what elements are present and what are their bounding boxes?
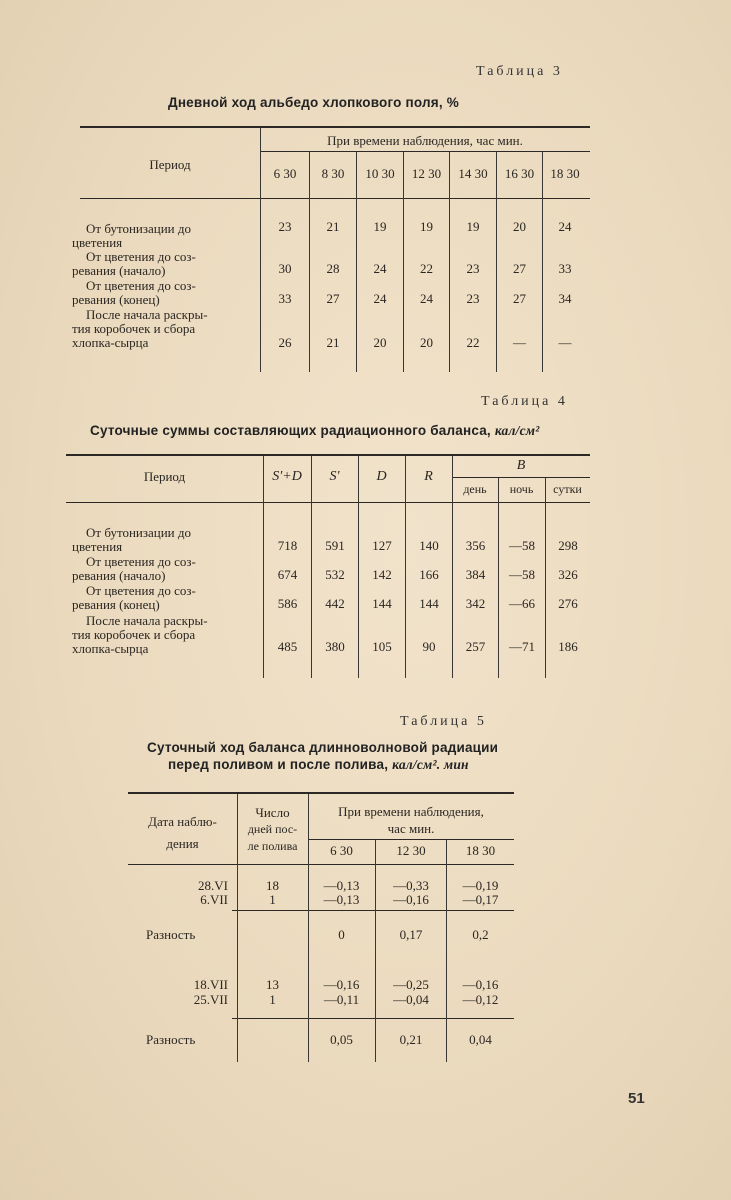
table5-value: —0,13 [323, 878, 360, 893]
table4-value: —71 [509, 639, 535, 654]
table4-value: 356 [465, 538, 486, 553]
table3-value: 22 [466, 335, 480, 350]
table4-value: 380 [325, 639, 345, 654]
table4-row-period: После начала раскры- тия коробочек и сбора хлопка-сырца [72, 613, 208, 656]
table4-header-period: Период [143, 469, 186, 484]
table4-header-b: B [516, 458, 526, 473]
table5-value: —0,17 [462, 892, 499, 907]
table3-value: 34 [558, 291, 572, 306]
table3-value: 23 [278, 219, 292, 234]
table3-top-rule [80, 126, 590, 128]
table3-value: 20 [373, 335, 387, 350]
table3-row-period: От цветения до соз- ревания (начало) [72, 249, 196, 278]
table3-value: 24 [373, 261, 387, 276]
table5-date: 28.VI [198, 878, 228, 893]
table5-col-divider [375, 840, 376, 1062]
table3-value: 20 [513, 219, 526, 234]
table4-row-period: От бутонизации до цветения [72, 525, 192, 554]
table3-title: Дневной ход альбедо хлопкового поля, % [168, 95, 459, 110]
table3-row-period: После начала раскры- тия коробочек и сбора хлопка-сырца [72, 307, 208, 350]
table4-row-period: От цветения до соз- ревания (конец) [72, 583, 196, 612]
table5-title-unit: кал/см². мин [392, 757, 469, 772]
table5-group-rule [308, 839, 514, 840]
table3-time-header: 6 30 [273, 166, 297, 181]
table3-value: 27 [513, 261, 526, 276]
table4-header-rule [66, 502, 590, 503]
table3-time-header: 12 30 [411, 166, 442, 181]
table4-value: 674 [277, 567, 298, 582]
table4-value: 718 [277, 538, 298, 553]
table5-days: 13 [266, 977, 279, 992]
table5-date: 25.VII [193, 992, 228, 1007]
table4-value: 186 [558, 639, 578, 654]
table5-diff-label: Разность [146, 927, 196, 942]
table5-value: —0,16 [462, 977, 499, 992]
table4-label: Таблица 4 [481, 394, 568, 409]
table5-time-header: 6 30 [330, 843, 353, 858]
table4-header-col: S′+D [272, 469, 302, 484]
table3-value: 24 [420, 291, 433, 306]
table4-value: 127 [372, 538, 392, 553]
table4-header-col: R [424, 469, 433, 484]
table5-col-divider [446, 840, 447, 1062]
table3-value: 33 [558, 261, 572, 276]
table3-value: 26 [278, 335, 292, 350]
table5-header-date: Дата наблю- дения [148, 814, 217, 851]
table4-header-b-sub: день [463, 482, 487, 496]
table5-label: Таблица 5 [400, 714, 487, 729]
table3-value: 24 [558, 219, 572, 234]
table5-value: —0,33 [393, 878, 429, 893]
table5-header-rule [128, 864, 514, 865]
table5-date: 18.VII [193, 977, 228, 992]
table5-days: 1 [269, 892, 276, 907]
table5-value: —0,11 [323, 992, 360, 1007]
table3-value: 27 [513, 291, 526, 306]
table4-header-b-sub: ночь [509, 482, 534, 496]
table4-header-col: S′ [329, 469, 340, 484]
table3-value: 19 [420, 219, 433, 234]
table5-diff-value: 0 [338, 927, 345, 942]
table4-value: 142 [372, 567, 392, 582]
table5-diff-value: 0,17 [399, 927, 423, 942]
table3-value: 23 [466, 291, 480, 306]
table4-value: 591 [325, 538, 345, 553]
table5-diff-value: 0,21 [399, 1032, 423, 1047]
table3-value: 30 [278, 261, 292, 276]
table5-diff-rule [232, 1018, 514, 1019]
table4-value: 257 [465, 639, 486, 654]
table4-value: 105 [372, 639, 392, 654]
table4-header-col: D [376, 469, 387, 484]
table3-label: Таблица 3 [476, 64, 563, 79]
table4-value: 298 [558, 538, 578, 553]
table4-title-unit: кал/см² [494, 423, 540, 438]
table4-value: 140 [419, 538, 439, 553]
table4-top-rule [66, 454, 590, 456]
table5-days: 18 [266, 878, 279, 893]
table4-value: 166 [419, 567, 439, 582]
table3-value: 20 [420, 335, 433, 350]
table5-top-rule [128, 792, 514, 794]
table5-value: —0,16 [323, 977, 360, 992]
table5-diff-value: 0,04 [469, 1032, 492, 1047]
table4-value: 276 [558, 596, 578, 611]
table3-value: 19 [373, 219, 387, 234]
table4-value: 342 [465, 596, 486, 611]
table5-header-days: Число дней пос- ле полива [247, 805, 298, 853]
table3-header-rule [80, 198, 590, 199]
table5-header-group: При времени наблюдения, час мин. [338, 804, 484, 836]
table3-time-header: 14 30 [458, 166, 488, 181]
table3-header-group: При времени наблюдения, час мин. [327, 133, 523, 148]
table5-time-header: 18 30 [465, 843, 496, 858]
table3-value: 19 [466, 219, 480, 234]
table4-value: 586 [277, 596, 298, 611]
table5-time-header: 12 30 [396, 843, 426, 858]
table5-value: —0,12 [462, 992, 499, 1007]
table4-value: 485 [277, 639, 298, 654]
table5-value: —0,16 [393, 892, 429, 907]
table3-value: 22 [420, 261, 433, 276]
table4-header-b-sub: сутки [553, 482, 582, 496]
table3-row-period: От цветения до соз- ревания (конец) [72, 278, 196, 307]
table4-row-period: От цветения до соз- ревания (начало) [72, 554, 196, 583]
table5-diff-value: 0,2 [472, 927, 489, 942]
table4-value: 144 [419, 596, 439, 611]
table3-value: 21 [326, 335, 340, 350]
table3-value: 23 [466, 261, 480, 276]
table4-b-rule [452, 477, 590, 478]
table5-diff-rule [232, 910, 514, 911]
table4-value: 384 [465, 567, 486, 582]
table5-value: —0,04 [393, 992, 429, 1007]
table3-value: 33 [278, 291, 292, 306]
table5-diff-value: 0,05 [330, 1032, 353, 1047]
table3-time-header: 10 30 [365, 166, 395, 181]
table3-value: 28 [326, 261, 340, 276]
table3-value: — [558, 335, 572, 350]
table5-value: —0,19 [462, 878, 499, 893]
table3-row-period: От бутонизации до цветения [72, 221, 192, 250]
table5-days: 1 [269, 992, 276, 1007]
table3-value: 21 [326, 219, 340, 234]
table3-value: — [513, 335, 526, 350]
table5-title-line2: перед поливом и после полива, кал/см². мин [168, 757, 469, 772]
table4-value: 326 [558, 567, 578, 582]
table5-value: —0,25 [393, 977, 429, 992]
table3-col-divider [260, 128, 261, 372]
page-number: 51 [628, 1090, 645, 1107]
table3-header-period: Период [149, 157, 191, 172]
table3-time-header: 18 30 [550, 166, 580, 181]
table4-value: —58 [509, 567, 535, 582]
table4-value: —66 [509, 596, 535, 611]
table4-value: —58 [509, 538, 535, 553]
table4-value: 90 [422, 639, 436, 654]
table4-value: 144 [372, 596, 392, 611]
table3-value: 27 [326, 291, 340, 306]
table5-value: —0,13 [323, 892, 360, 907]
table5-date: 6.VII [200, 892, 228, 907]
table4-value: 532 [325, 567, 345, 582]
table5-title-line1: Суточный ход баланса длинноволновой радиации [147, 740, 499, 755]
table4-title: Суточные суммы составляющих радиационного баланса, кал/см² [90, 423, 540, 438]
table5-diff-label: Разность [146, 1032, 196, 1047]
table3-time-header: 16 30 [504, 166, 535, 181]
table4-value: 442 [325, 596, 345, 611]
table3-value: 24 [373, 291, 387, 306]
table3-time-header: 8 30 [321, 166, 345, 181]
